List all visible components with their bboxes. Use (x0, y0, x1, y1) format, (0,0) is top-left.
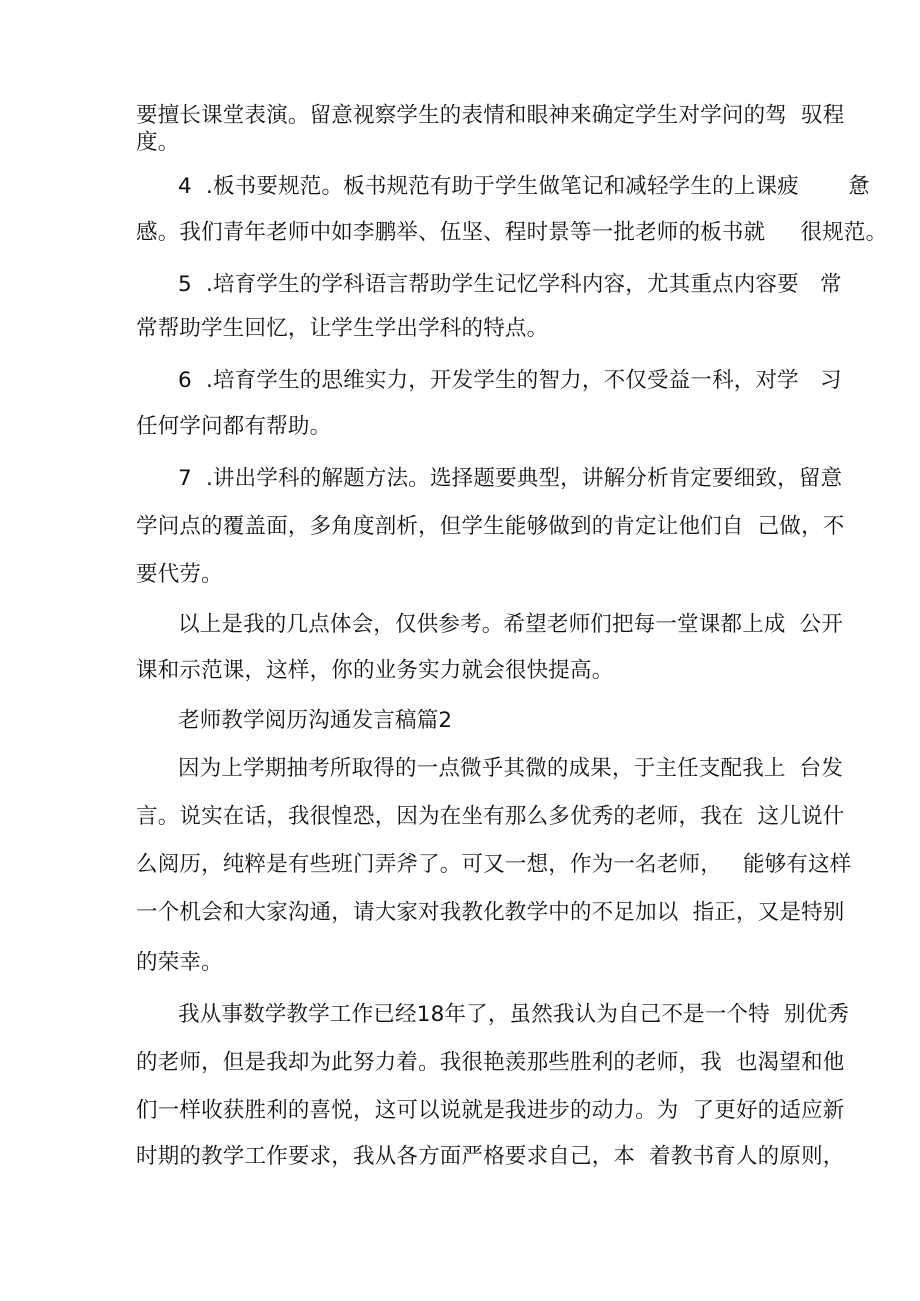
text-line: 的老师，但是我却为此努力着。我很艳羡那些胜利的老师，我 也渴望和他 (136, 1050, 845, 1075)
section-heading: 老师教学阅历沟通发言稿篇2 (178, 708, 453, 733)
text-line: 的荣幸。 (136, 950, 223, 975)
paragraph-start: 我从事数学教学工作已经18年了，虽然我认为自己不是一个特 别优秀 (178, 1002, 850, 1027)
list-item-6: 6 .培育学生的思维实力，开发学生的智力，不仅受益一科，对学 习 (178, 368, 842, 393)
text-line: 常帮助学生回忆，让学生学出学科的特点。 (136, 316, 549, 341)
text-line: 们一样收获胜利的喜悦，这可以说就是我进步的动力。为 了更好的适应新 (136, 1098, 845, 1123)
paragraph-start: 以上是我的几点体会，仅供参考。希望老师们把每一堂课都上成 公开 (178, 612, 844, 637)
text-line: 学问点的覆盖面，多角度剖析，但学生能够做到的肯定让他们自 己做，不 (136, 514, 845, 539)
text-line: 感。我们青年老师中如李鹏举、伍坚、程时景等一批老师的板书就 很规范。 (136, 220, 888, 245)
text-line: 一个机会和大家沟通，请大家对我教化教学中的不足加以 指正，又是特别 (136, 900, 845, 925)
text-line: 言。说实在话，我很惶恐，因为在坐有那么多优秀的老师，我在 这儿说什 (136, 804, 845, 829)
text-line: 要代劳。 (136, 562, 223, 587)
text-line: 么阅历，纯粹是有些班门弄斧了。可又一想，作为一名老师， 能够有这样 (136, 852, 852, 877)
list-item-7: 7 .讲出学科的解题方法。选择题要典型，讲解分析肯定要细致，留意 (178, 466, 843, 491)
text-line: 要擅长课堂表演。留意视察学生的表情和眼神来确定学生对学问的驾 驭程 (136, 103, 845, 128)
list-item-5: 5 .培育学生的学科语言帮助学生记忆学科内容，尤其重点内容要 常 (178, 272, 842, 297)
list-item-4: 4 .板书要规范。板书规范有助于学生做笔记和减轻学生的上课疲 惫 (178, 174, 870, 199)
paragraph-start: 因为上学期抽考所取得的一点微乎其微的成果，于主任支配我上 台发 (178, 756, 844, 781)
text-line: 任何学问都有帮助。 (136, 414, 332, 439)
text-line: 课和示范课，这样，你的业务实力就会很快提高。 (136, 658, 614, 683)
text-line: 度。 (136, 130, 180, 155)
text-line: 时期的教学工作要求，我从各方面严格要求自己，本 着教书育人的原则， (136, 1144, 845, 1169)
